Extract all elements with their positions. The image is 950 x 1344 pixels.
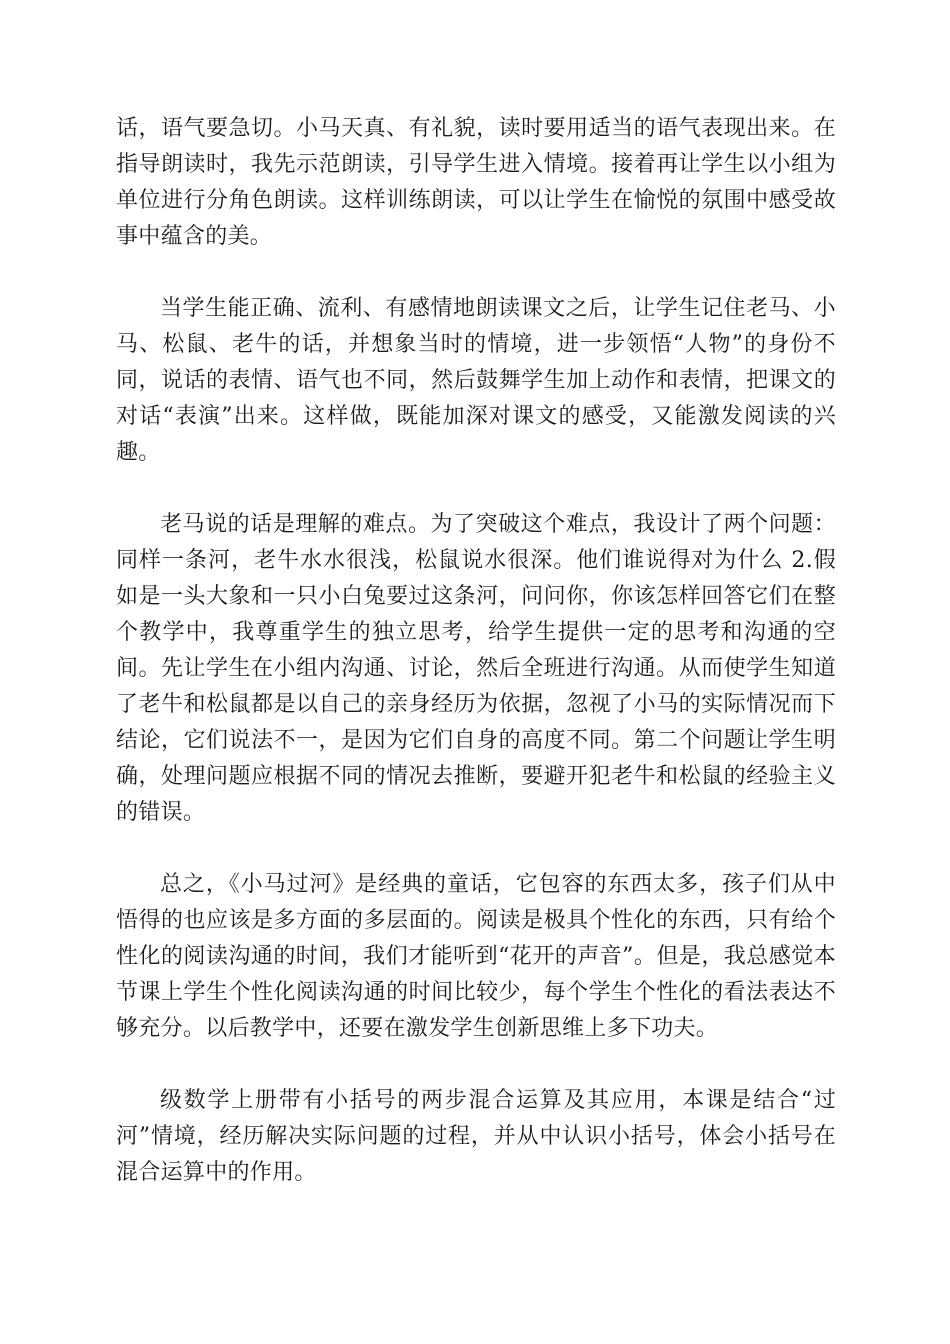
paragraph-role-play: 当学生能正确、流利、有感情地朗读课文之后，让学生记住老马、小马、松鼠、老牛的话，并想象当时的情境，进一步领悟“人物”的身份不同，说话的表情、语气也不同，然后鼓舞学生加上动作和表情，把课文的对话“表演”出来。这样做，既能加深对课文的感受，又能激发阅读的兴趣。 [116, 296, 836, 465]
paragraph-reading-guidance: 话，语气要急切。小马天真、有礼貌，读时要用适当的语气表现出来。在指导朗读时，我先示范朗读，引导学生进入情境。接着再让学生以小组为单位进行分角色朗读。这样训练朗读，可以让学生在愉悦的氛围中感受故事中蕴含的美。 [116, 116, 836, 249]
paragraph-math-lesson: 级数学上册带有小括号的两步混合运算及其应用，本课是结合“过河”情境，经历解决实际问题的过程，并从中认识小括号，体会小括号在混合运算中的作用。 [116, 1088, 836, 1185]
paragraph-summary: 总之，《小马过河》是经典的童话，它包容的东西太多，孩子们从中悟得的也应该是多方面的多层面的。阅读是极具个性化的东西，只有给个性化的阅读沟通的时间，我们才能听到“花开的声音”。但是，我总感觉本节课上学生个性化阅读沟通的时间比较少，每个学生个性化的看法表达不够充分。以后教学中，还要在激发学生创新思维上多下功夫。 [116, 872, 836, 1041]
document-body [116, 111, 836, 1227]
paragraph-difficult-point: 老马说的话是理解的难点。为了突破这个难点，我设计了两个问题：同样一条河，老牛水水很浅，松鼠说水很深。他们谁说得对为什么 2.假如是一头大象和一只小白兔要过这条河，问问你，你该怎样回答它们在整个教学中，我尊重学生的独立思考，给学生提供一定的思考和沟通的空间。先让学生在小组内沟通、讨论，然后全班进行沟通。从而使学生知道了老牛和松鼠都是以自己的亲身经历为依据，忽视了小马的实际情况而下结论，它们说法不一，是因为它们自身的高度不同。第二个问题让学生明确，处理问题应根据不同的情况去推断，要避开犯老牛和松鼠的经验主义的错误。 [116, 512, 836, 825]
